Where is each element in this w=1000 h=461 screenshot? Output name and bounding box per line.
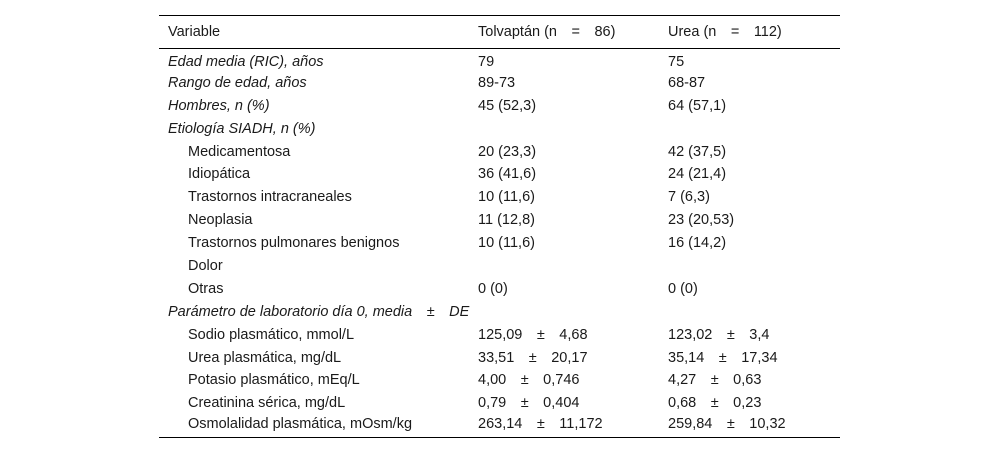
row-label: Otras xyxy=(188,280,224,297)
table-row xyxy=(159,163,840,186)
tolvaptan-value: 89-73 xyxy=(478,74,516,91)
row-label: Sodio plasmático, mmol/L xyxy=(188,326,355,343)
tolvaptan-value: 10 (11,6) xyxy=(478,235,535,252)
tolvaptan-value: 0 (0) xyxy=(478,280,508,297)
tolvaptan-value: 33,51 ± 20,17 xyxy=(478,349,588,366)
data-table-container xyxy=(159,15,840,438)
row-label: Trastornos intracraneales xyxy=(188,189,352,206)
urea-value: 68-87 xyxy=(668,74,706,91)
table-body xyxy=(159,49,840,438)
urea-value: 0 (0) xyxy=(668,280,698,297)
table-row xyxy=(159,392,840,415)
urea-value: 35,14 ± 17,34 xyxy=(668,349,778,366)
tolvaptan-value: 11 (12,8) xyxy=(478,212,535,229)
tolvaptan-value: 79 xyxy=(478,54,495,71)
urea-value: 42 (37,5) xyxy=(668,143,727,160)
row-label: Potasio plasmático, mEq/L xyxy=(188,372,360,389)
row-label: Rango de edad, años xyxy=(168,74,307,91)
table-row xyxy=(159,232,840,255)
tolvaptan-value: 125,09 ± 4,68 xyxy=(478,326,588,343)
table-row xyxy=(159,255,840,278)
urea-value: 259,84 ± 10,32 xyxy=(668,416,786,433)
header-variable: Variable xyxy=(168,24,221,40)
row-label: Neoplasia xyxy=(188,212,253,229)
row-label: Idiopática xyxy=(188,166,251,183)
row-label: Trastornos pulmonares benignos xyxy=(188,235,400,252)
comparison-table xyxy=(159,15,840,438)
tolvaptan-value: 10 (11,6) xyxy=(478,189,535,206)
table-header xyxy=(159,16,840,49)
table-row xyxy=(159,49,840,72)
row-label: Osmolalidad plasmática, mOsm/kg xyxy=(188,416,413,433)
header-urea: Urea (n = 112) xyxy=(668,24,782,40)
table-row xyxy=(159,117,840,140)
table-row xyxy=(159,346,840,369)
tolvaptan-value: 36 (41,6) xyxy=(478,166,537,183)
table-row xyxy=(159,94,840,117)
table-row xyxy=(159,186,840,209)
urea-value: 23 (20,53) xyxy=(668,212,735,229)
header-row xyxy=(159,16,840,49)
row-label: Etiología SIADH, n (%) xyxy=(168,120,316,137)
urea-value: 4,27 ± 0,63 xyxy=(668,372,762,389)
row-label: Medicamentosa xyxy=(188,143,291,160)
urea-value xyxy=(659,255,840,278)
tolvaptan-value: 45 (52,3) xyxy=(478,97,537,114)
urea-value: 123,02 ± 3,4 xyxy=(668,326,770,343)
urea-value: 64 (57,1) xyxy=(668,97,727,114)
tolvaptan-value: 263,14 ± 11,172 xyxy=(478,416,603,433)
tolvaptan-value xyxy=(469,255,659,278)
table-row xyxy=(159,323,840,346)
urea-value xyxy=(659,117,840,140)
urea-value: 16 (14,2) xyxy=(668,235,727,252)
row-label: Edad media (RIC), años xyxy=(168,54,324,71)
urea-value: 7 (6,3) xyxy=(668,189,710,206)
table-row xyxy=(159,71,840,94)
tolvaptan-value xyxy=(469,117,659,140)
table-row xyxy=(159,277,840,300)
row-label: Creatinina sérica, mg/dL xyxy=(188,395,346,412)
tolvaptan-value: 4,00 ± 0,746 xyxy=(478,372,580,389)
row-label: Hombres, n (%) xyxy=(168,97,270,114)
table-row xyxy=(159,209,840,232)
table-row xyxy=(159,415,840,438)
table-row xyxy=(159,300,840,323)
table-row xyxy=(159,140,840,163)
urea-value xyxy=(659,300,840,323)
tolvaptan-value xyxy=(469,300,659,323)
urea-value: 0,68 ± 0,23 xyxy=(668,395,762,412)
row-label: Dolor xyxy=(188,257,223,274)
table-row xyxy=(159,369,840,392)
urea-value: 75 xyxy=(668,54,685,71)
header-tolvaptan: Tolvaptán (n = 86) xyxy=(478,24,616,40)
row-label: Parámetro de laboratorio día 0, media ± DE xyxy=(168,303,470,320)
tolvaptan-value: 0,79 ± 0,404 xyxy=(478,395,580,412)
tolvaptan-value: 20 (23,3) xyxy=(478,143,537,160)
urea-value: 24 (21,4) xyxy=(668,166,727,183)
row-label: Urea plasmática, mg/dL xyxy=(188,349,342,366)
